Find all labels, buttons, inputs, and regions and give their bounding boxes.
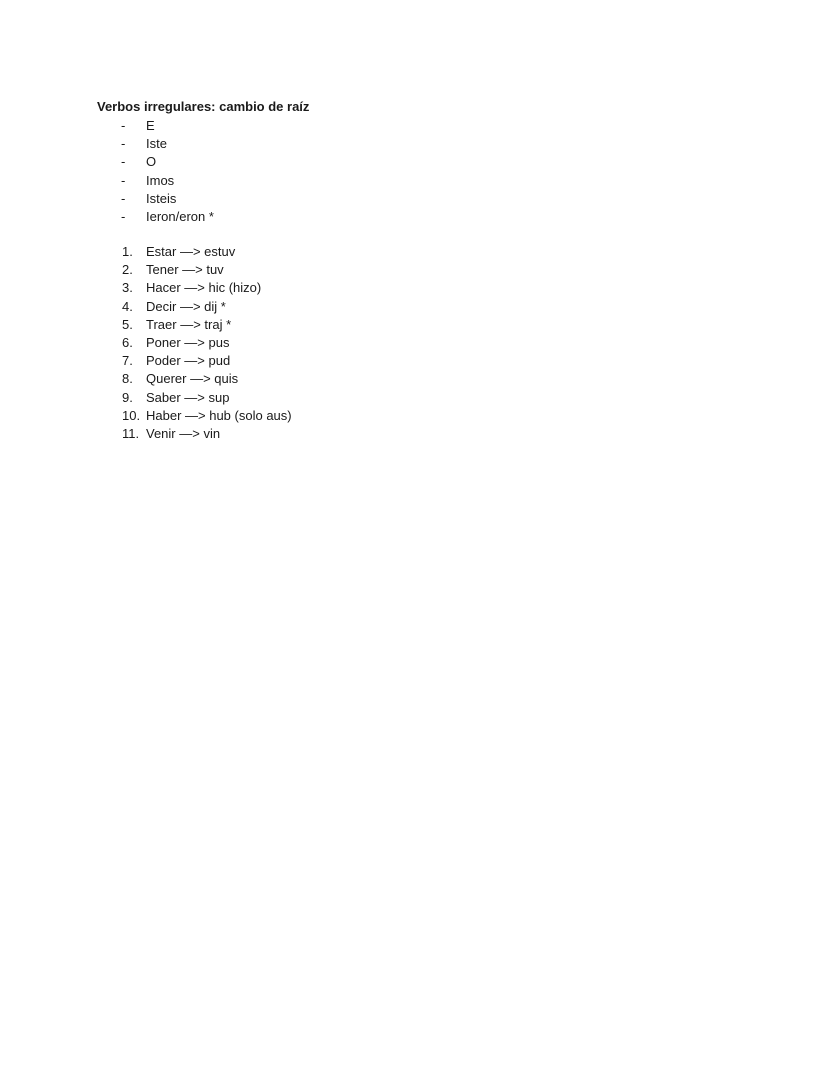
list-item-text: Iste: [146, 136, 167, 152]
list-item-text: Haber —> hub (solo aus): [146, 407, 292, 423]
list-number: 6.: [122, 334, 133, 350]
list-item-text: Tener —> tuv: [146, 262, 224, 278]
list-item-text: Poder —> pud: [146, 353, 231, 369]
list-item-text: Venir —> vin: [146, 425, 221, 441]
list-item-text: O: [146, 154, 157, 170]
list-item-text: Hacer —> hic (hizo): [146, 280, 262, 296]
list-number: 5.: [122, 316, 133, 332]
list-number: 4.: [122, 298, 133, 314]
list-item-text: Querer —> quis: [146, 371, 239, 387]
list-marker: -: [121, 154, 126, 170]
list-number: 2.: [122, 262, 133, 278]
list-item-text: Traer —> traj *: [146, 316, 232, 332]
list-number: 7.: [122, 353, 133, 369]
list-marker: -: [121, 208, 126, 224]
list-number: 9.: [122, 389, 133, 405]
list-item-text: Decir —> dij *: [146, 298, 226, 314]
list-number: 11.: [122, 425, 140, 441]
list-item-text: Isteis: [146, 190, 177, 206]
list-item-text: Ieron/eron *: [146, 208, 214, 224]
list-marker: -: [121, 190, 126, 206]
list-item-text: Saber —> sup: [146, 389, 230, 405]
list-marker: -: [121, 172, 126, 188]
list-number: 3.: [122, 280, 133, 296]
list-number: 1.: [122, 244, 133, 259]
list-number: 8.: [122, 371, 133, 387]
list-item-text: E: [146, 118, 155, 133]
list-item-text: Estar —> estuv: [146, 244, 236, 259]
list-number: 10.: [122, 407, 141, 423]
document-title: Verbos irregulares: cambio de raíz: [97, 99, 310, 114]
list-item-text: Imos: [146, 172, 175, 188]
list-marker: -: [121, 136, 126, 152]
list-item-text: Poner —> pus: [146, 334, 230, 350]
list-marker: -: [121, 118, 126, 133]
